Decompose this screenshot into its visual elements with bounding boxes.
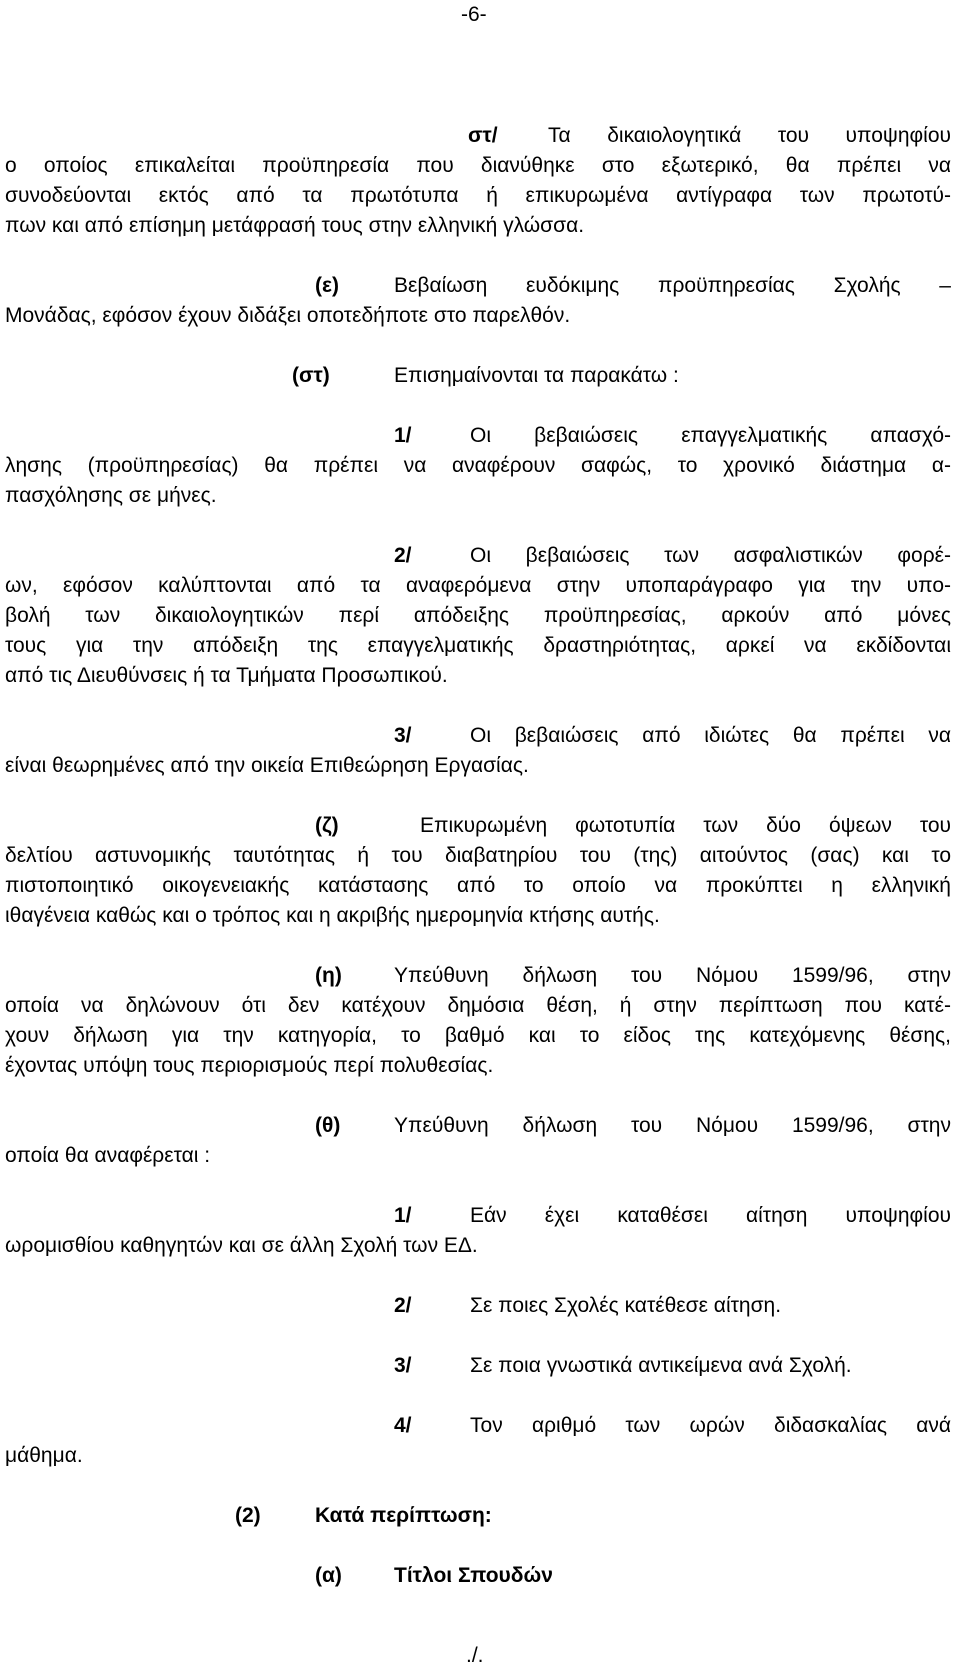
paragraph-line: Τα δικαιολογητικά του υποψηφίου <box>548 124 951 147</box>
subitem-line: ωρομισθίου καθηγητών και σε άλλη Σχολή των ΕΔ. <box>5 1234 478 1257</box>
item-line: Βεβαίωση ευδόκιμης προϋπηρεσίας Σχολής – <box>394 274 951 297</box>
item-line: έχοντας υπόψη τους περιορισμούς περί πολυθεσίας. <box>5 1054 494 1077</box>
subitem-line: από τις Διευθύνσεις ή τα Τμήματα Προσωπικού. <box>5 664 448 687</box>
subitem-marker: 2/ <box>394 1294 412 1317</box>
subitem-line: Σε ποια γνωστικά αντικείμενα ανά Σχολή. <box>470 1354 852 1377</box>
item-line: Υπεύθυνη δήλωση του Νόμου 1599/96, στην <box>394 1114 951 1137</box>
section-heading: Κατά περίπτωση: <box>315 1504 492 1527</box>
item-line: Υπεύθυνη δήλωση του Νόμου 1599/96, στην <box>394 964 951 987</box>
item-line: οποία θα αναφέρεται : <box>5 1144 211 1167</box>
paragraph-line: συνοδεύονται εκτός από τα πρωτότυπα ή επικυρωμένα αντίγραφα των πρωτοτύ- <box>5 184 951 207</box>
subitem-marker: 2/ <box>394 544 412 567</box>
paragraph-line: ο οποίος επικαλείται προϋπηρεσία που διανύθηκε στο εξωτερικό, θα πρέπει να <box>5 154 951 177</box>
item-line: Επισημαίνονται τα παρακάτω : <box>394 364 679 387</box>
section-marker: (2) <box>235 1504 261 1527</box>
item-heading: Τίτλοι Σπουδών <box>394 1564 553 1587</box>
item-marker: (θ) <box>315 1114 341 1137</box>
subitem-line: βολή των δικαιολογητικών περί απόδειξης προϋπηρεσίας, αρκούν από μόνες <box>5 604 951 627</box>
page-number: -6- <box>461 3 487 26</box>
subitem-marker: 3/ <box>394 1354 412 1377</box>
subitem-line: Τον αριθμό των ωρών διδασκαλίας ανά <box>470 1414 951 1437</box>
subitem-marker: 1/ <box>394 1204 412 1227</box>
item-line: Επικυρωμένη φωτοτυπία των δύο όψεων του <box>420 814 951 837</box>
item-line: Μονάδας, εφόσον έχουν διδάξει οποτεδήποτε στο παρελθόν. <box>5 304 571 327</box>
item-line: δελτίου αστυνομικής ταυτότητας ή του διαβατηρίου του (της) αιτούντος (σας) και το <box>5 844 951 867</box>
subitem-line: ων, εφόσον καλύπτονται από τα αναφερόμενα στην υποπαράγραφο για την υπο- <box>5 574 951 597</box>
subitem-marker: 4/ <box>394 1414 412 1437</box>
paragraph-line: πων και από επίσημη μετάφρασή τους στην ελληνική γλώσσα. <box>5 214 585 237</box>
subitem-line: είναι θεωρημένες από την οικεία Επιθεώρηση Εργασίας. <box>5 754 529 777</box>
item-marker: (ε) <box>315 274 339 297</box>
item-marker: (η) <box>315 964 342 987</box>
subitem-line: Οι βεβαιώσεις επαγγελματικής απασχό- <box>470 424 951 447</box>
item-marker: (ζ) <box>315 814 339 837</box>
item-line: οποία να δηλώνουν ότι δεν κατέχουν δημόσια θέση, ή στην περίπτωση που κατέ- <box>5 994 951 1017</box>
subitem-line: τους για την απόδειξη της επαγγελματικής δραστηριότητας, αρκεί να εκδίδονται <box>5 634 951 657</box>
item-marker: (στ) <box>292 364 330 387</box>
subitem-line: Σε ποιες Σχολές κατέθεσε αίτηση. <box>470 1294 782 1317</box>
subitem-line: μάθημα. <box>5 1444 83 1467</box>
subitem-line: Οι βεβαιώσεις των ασφαλιστικών φορέ- <box>470 544 951 567</box>
subitem-line: λησης (προϋπηρεσίας) θα πρέπει να αναφέρουν σαφώς, το χρονικό διάστημα α- <box>5 454 951 477</box>
subitem-marker: 3/ <box>394 724 412 747</box>
subitem-marker: 1/ <box>394 424 412 447</box>
page-continuation-mark: ./. <box>466 1644 484 1667</box>
paragraph-marker: στ/ <box>468 124 498 147</box>
item-line: χουν δήλωση για την κατηγορία, το βαθμό και το είδος της κατεχόμενης θέσης, <box>5 1024 951 1047</box>
subitem-line: Οι βεβαιώσεις από ιδιώτες θα πρέπει να <box>470 724 951 747</box>
subitem-line: πασχόλησης σε μήνες. <box>5 484 217 507</box>
item-line: ιθαγένεια καθώς και ο τρόπος και η ακριβής ημερομηνία κτήσης αυτής. <box>5 904 660 927</box>
subitem-line: Εάν έχει καταθέσει αίτηση υποψηφίου <box>470 1204 951 1227</box>
item-marker: (α) <box>315 1564 342 1587</box>
item-line: πιστοποιητικό οικογενειακής κατάστασης από το οποίο να προκύπτει η ελληνική <box>5 874 951 897</box>
